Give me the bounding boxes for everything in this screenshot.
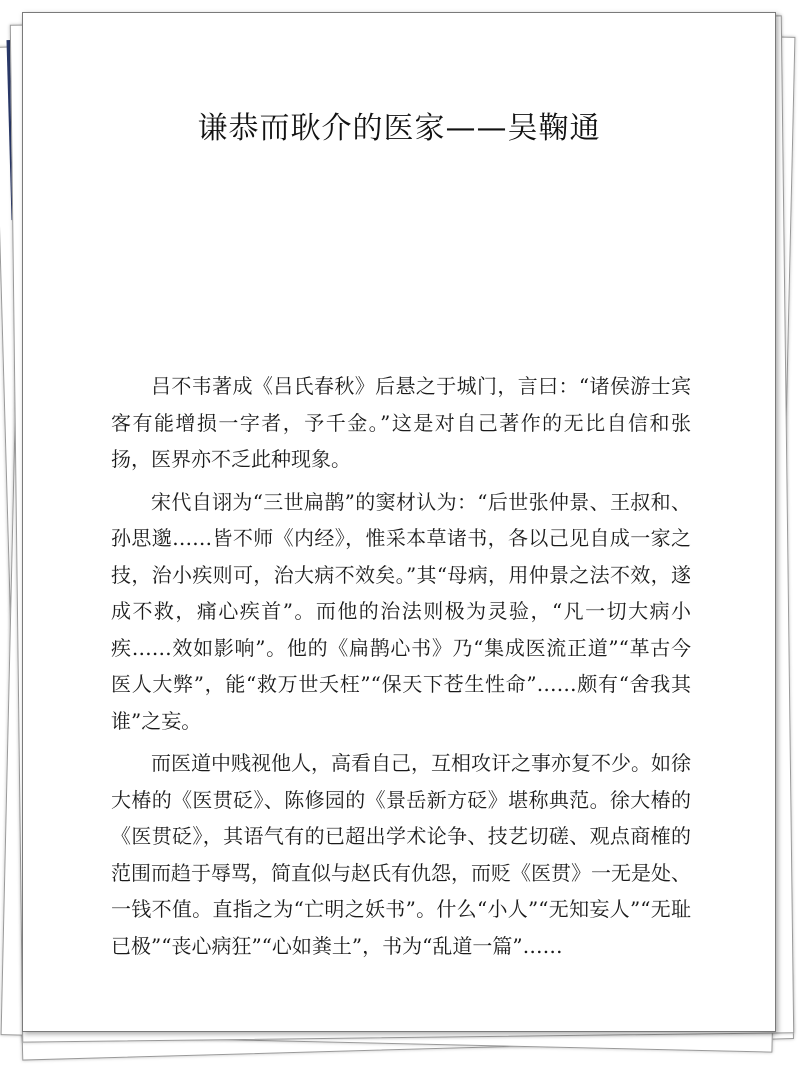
body-text xyxy=(111,368,691,970)
document-page xyxy=(22,12,776,1032)
paragraph: 宋代自诩为“三世扁鹊”的窦材认为：“后世张仲景、王叔和、孙思邈……皆不师《内经》，惟采本草诸书，各以己见自成一家之技，治小疾则可，治大病不效矣。”其“母病，用仲景之法不效，遂成不救，痛心疾首”。而他的治法则极为灵验，“凡一切大病小疾……效如影响”。他的《扁鹊心书》乃“集成医流正道”“革古今医人大弊”，能“救万世夭枉”“保天下苍生性命”……颇有“舍我其谁”之妄。 xyxy=(111,489,691,733)
paragraph: 而医道中贱视他人，高看自己，互相攻讦之事亦复不少。如徐大椿的《医贯砭》、陈修园的《景岳新方砭》堪称典范。徐大椿的《医贯砭》，其语气有的已超出学术论争、技艺切磋、观点商榷的范围而趋于辱骂，简直似与赵氏有仇怨，而贬《医贯》一无是处、一钱不值。直指之为“亡明之妖书”。什么“小人”“无知妄人”“无耻已极”“丧心病狂”“心如粪土”，书为“乱道一篇”…… xyxy=(111,751,691,958)
paragraph: 吕不韦著成《吕氏春秋》后悬之于城门，言曰：“诸侯游士宾客有能增损一字者，予千金。”这是对自己著作的无比自信和张扬，医界亦不乏此种现象。 xyxy=(111,374,691,471)
page-title: 谦恭而耿介的医家——吴鞠通 xyxy=(197,111,601,146)
